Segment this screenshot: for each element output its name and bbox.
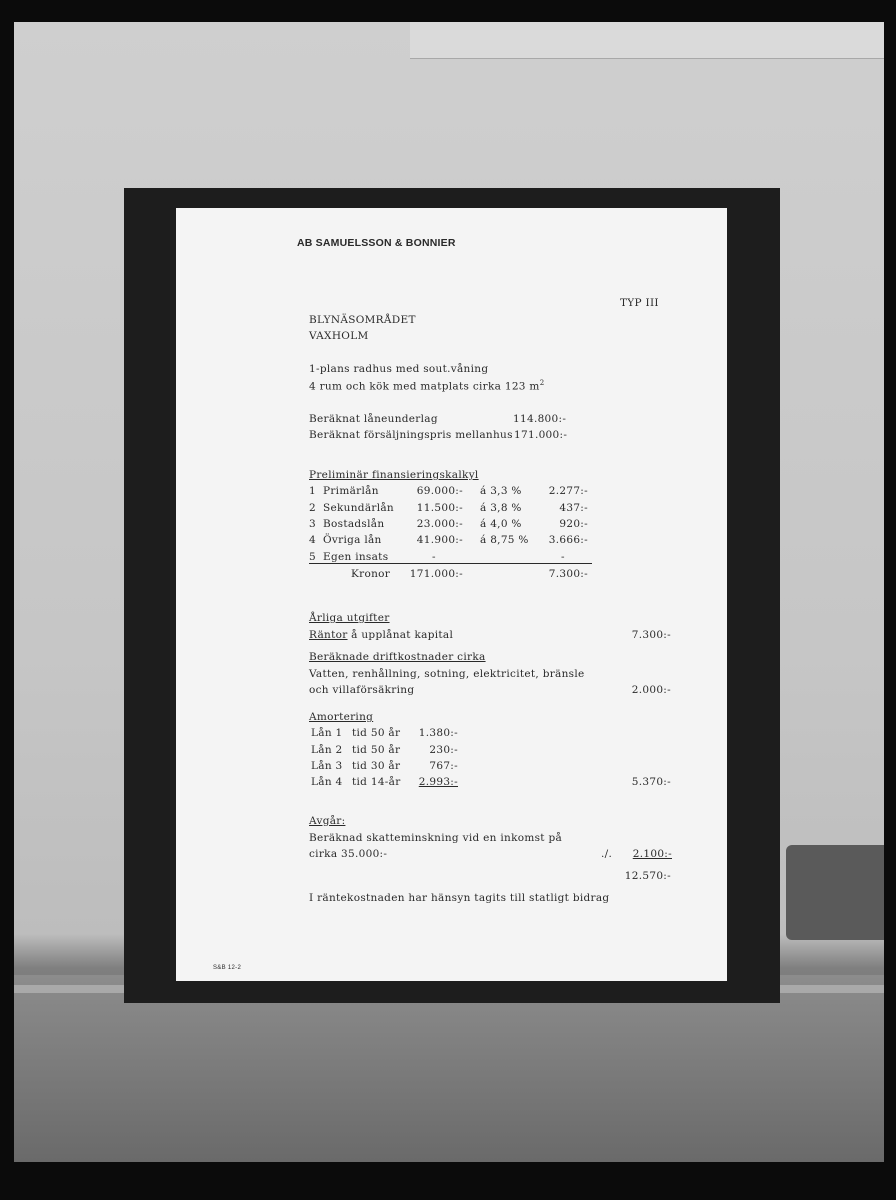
loan-basis-label: Beräknat låneunderlag [309, 413, 438, 425]
amort-loan: Lån 2 [311, 744, 343, 756]
total-amount: 171.000:- [409, 568, 463, 580]
sale-price-value: 171.000:- [514, 429, 568, 441]
fin-row-interest: - [561, 551, 565, 563]
interest-line: Räntor å upplånat kapital [309, 629, 454, 641]
financing-heading: Preliminär finansieringskalkyl [309, 469, 479, 481]
loan-basis-value: 114.800:- [513, 413, 567, 425]
fin-row-rate: á 3,3 % [480, 485, 522, 497]
wooden-object [786, 845, 884, 940]
annual-heading: Årliga utgifter [309, 612, 390, 624]
amort-loan: Lån 4 [311, 776, 343, 788]
amort-value: 230:- [429, 744, 458, 756]
fin-row-interest: 920:- [559, 518, 588, 530]
amort-term: tid 50 år [352, 744, 401, 756]
deduction-value: 2.100:- [632, 848, 672, 860]
amort-loan: Lån 3 [311, 760, 343, 772]
sale-price-label: Beräknat försäljningspris mellanhus [309, 429, 513, 441]
fin-row-name: Bostadslån [323, 518, 385, 530]
fin-row-rate: á 3,8 % [480, 502, 522, 514]
town-name: VAXHOLM [309, 330, 369, 342]
amort-term: tid 14-år [352, 776, 401, 788]
net-total: 12.570:- [624, 870, 671, 882]
deduction-line2: cirka 35.000:- [309, 848, 388, 860]
fin-row-interest: 3.666:- [548, 534, 588, 546]
type-label: TYP III [620, 297, 659, 309]
letterhead: AB SAMUELSSON & BONNIER [297, 237, 456, 249]
print-code: S&B 12-2 [213, 965, 242, 971]
amortization-heading: Amortering [309, 711, 374, 723]
footnote: I räntekostnaden har hänsyn tagits till statligt bidrag [309, 892, 610, 904]
fin-row-amount: 23.000:- [416, 518, 463, 530]
fin-row-rate: á 8,75 % [480, 534, 529, 546]
fin-row-rate: á 4,0 % [480, 518, 522, 530]
price-sheet [176, 208, 727, 981]
fin-row-interest: 437:- [559, 502, 588, 514]
area-name: BLYNÄSOMRÅDET [309, 314, 416, 326]
fin-row-name: Primärlån [323, 485, 379, 497]
amort-value: 1.380:- [418, 727, 458, 739]
fin-row-amount: 69.000:- [416, 485, 463, 497]
running-costs-line1: Vatten, renhållning, sotning, elektricitet, bränsle [309, 668, 585, 680]
fin-row-no: 3 [309, 518, 316, 530]
amort-term: tid 50 år [352, 727, 401, 739]
house-description-2: 4 rum och kök med matplats cirka 123 $m^2$ [309, 379, 545, 393]
deduction-line1: Beräknad skatteminskning vid en inkomst på [309, 832, 563, 844]
total-rule [309, 563, 592, 564]
glass-plate-edge [410, 22, 884, 59]
fin-row-no: 2 [309, 502, 316, 514]
amortization-total: 5.370:- [631, 776, 671, 788]
running-costs-heading: Beräknade driftkostnader cirka [309, 651, 486, 663]
fin-row-amount: 41.900:- [416, 534, 463, 546]
running-costs-line2: och villaförsäkring [309, 684, 415, 696]
house-description-1: 1-plans radhus med sout.våning [309, 363, 489, 375]
deduction-heading: Avgår: [309, 815, 346, 827]
fin-row-name: Sekundärlån [323, 502, 394, 514]
amort-value: 2.993:- [418, 776, 458, 788]
amort-value: 767:- [429, 760, 458, 772]
fin-row-no: 4 [309, 534, 316, 546]
fin-row-amount: - [432, 551, 436, 563]
fin-row-interest: 2.277:- [548, 485, 588, 497]
deduction-marker: ./. [601, 848, 613, 860]
floor-surface [14, 975, 884, 1162]
fin-row-name: Övriga lån [323, 534, 382, 546]
running-costs-value: 2.000:- [631, 684, 671, 696]
amort-term: tid 30 år [352, 760, 401, 772]
fin-row-amount: 11.500:- [416, 502, 463, 514]
total-interest: 7.300:- [548, 568, 588, 580]
interest-value: 7.300:- [631, 629, 671, 641]
fin-row-no: 5 [309, 551, 316, 563]
total-label: Kronor [351, 568, 391, 580]
amort-loan: Lån 1 [311, 727, 343, 739]
fin-row-no: 1 [309, 485, 316, 497]
fin-row-name: Egen insats [323, 551, 389, 563]
